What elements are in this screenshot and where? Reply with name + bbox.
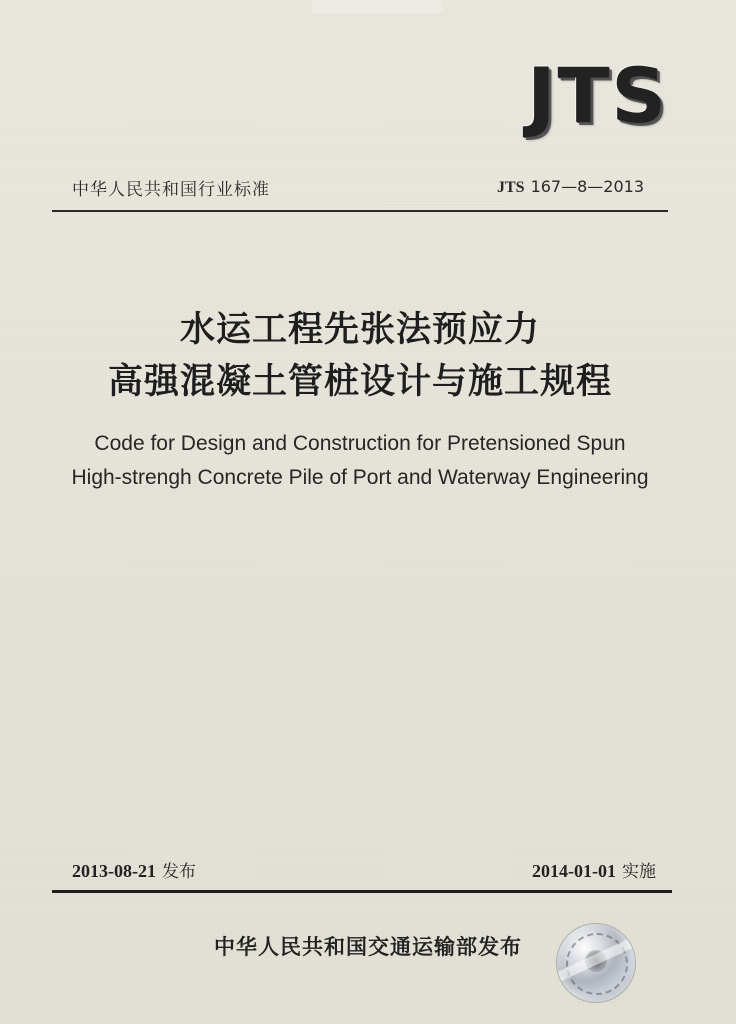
implementation-date-value: 2014-01-01 <box>532 861 616 881</box>
implementation-date-label: 实施 <box>622 862 656 882</box>
issue-date-value: 2013-08-21 <box>72 861 156 881</box>
standard-number-value: 167—8—2013 <box>530 177 644 196</box>
title-chinese-line2: 高强混凝土管桩设计与施工规程 <box>107 361 612 402</box>
standard-category: 中华人民共和国行业标准 <box>72 180 270 200</box>
issue-date-label: 发布 <box>162 862 196 882</box>
standard-prefix: JTS <box>496 179 525 196</box>
bottom-divider <box>52 890 672 893</box>
top-divider <box>52 210 668 212</box>
issue-date <box>72 857 196 882</box>
title-english-line1: Code for Design and Construction for Pretensioned Spun <box>94 432 626 455</box>
title-english-line2: High-strengh Concrete Pile of Port and Waterway Engineering <box>71 466 649 489</box>
implementation-date <box>532 857 656 882</box>
jts-logo: JTS <box>527 51 668 140</box>
top-tab-decoration <box>312 0 442 15</box>
hologram-seal-icon <box>557 924 635 1002</box>
title-chinese-line1: 水运工程先张法预应力 <box>179 309 540 350</box>
publisher: 中华人民共和国交通运输部发布 <box>214 935 522 959</box>
standard-number <box>497 177 644 197</box>
